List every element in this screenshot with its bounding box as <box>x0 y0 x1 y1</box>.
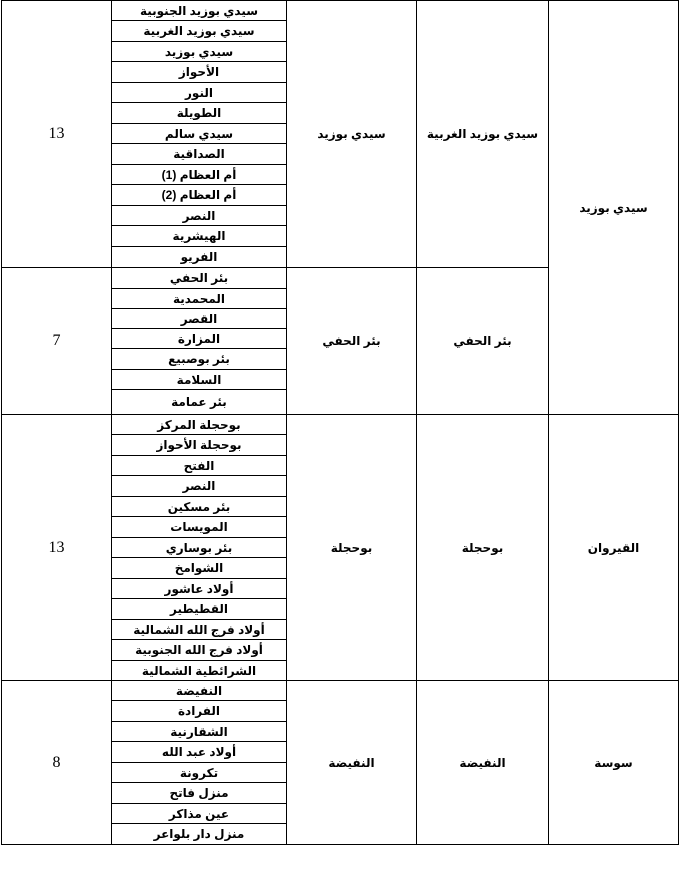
circonscription-name: بئر الحفي <box>417 268 549 415</box>
table-row <box>2 681 679 701</box>
imada-name: بئر عمامة <box>112 390 287 415</box>
imada-name: بوحجلة الأحواز <box>112 435 287 456</box>
imada-name: الفريو <box>112 247 287 268</box>
imada-name: المويسات <box>112 517 287 538</box>
imada-name: النفيضة <box>112 681 287 701</box>
delegation-name: النفيضة <box>287 681 417 845</box>
imada-name: السلامة <box>112 370 287 390</box>
imada-name: تكرونة <box>112 763 287 783</box>
imada-name: بئر الحفي <box>112 268 287 289</box>
circonscription-name: بوحجلة <box>417 415 549 681</box>
imada-name: أم العظام (1) <box>112 165 287 185</box>
imada-name: النصر <box>112 206 287 226</box>
imada-count: 8 <box>2 681 112 845</box>
delegation-name: بوحجلة <box>287 415 417 681</box>
imada-name: الشوامخ <box>112 558 287 579</box>
imada-name: بوحجلة المركز <box>112 415 287 435</box>
imada-name: القصر <box>112 309 287 329</box>
delegation-name: بئر الحفي <box>287 268 417 415</box>
table-row <box>2 415 679 435</box>
imada-name: الهيشرية <box>112 226 287 247</box>
administrative-table <box>1 0 679 845</box>
imada-name: سيدي بوزيد الجنوبية <box>112 1 287 21</box>
imada-name: أولاد فرج الله الشمالية <box>112 620 287 640</box>
imada-name: الفرادة <box>112 701 287 722</box>
imada-name: سيدي بوزيد <box>112 42 287 62</box>
imada-name: الفتح <box>112 456 287 476</box>
imada-name: أولاد فرج الله الجنوبية <box>112 640 287 661</box>
table-body <box>2 1 679 845</box>
imada-name: بئر بوصبيع <box>112 349 287 370</box>
governorate-name: سيدي بوزيد <box>549 1 679 415</box>
imada-name: الصداقية <box>112 144 287 165</box>
imada-name: سيدي بوزيد الغربية <box>112 21 287 42</box>
imada-name: الشرائطية الشمالية <box>112 661 287 681</box>
imada-name: الأحواز <box>112 62 287 83</box>
imada-name: منزل فاتح <box>112 783 287 804</box>
imada-name: بئر بوساري <box>112 538 287 558</box>
circonscription-name: سيدي بوزيد الغربية <box>417 1 549 268</box>
imada-name: النور <box>112 83 287 103</box>
imada-count: 7 <box>2 268 112 415</box>
imada-count: 13 <box>2 415 112 681</box>
governorate-name: سوسة <box>549 681 679 845</box>
imada-name: عين مذاكر <box>112 804 287 824</box>
imada-count: 13 <box>2 1 112 268</box>
imada-name: أولاد عاشور <box>112 579 287 599</box>
imada-name: النصر <box>112 476 287 497</box>
table-row <box>2 1 679 21</box>
governorate-name: القيروان <box>549 415 679 681</box>
imada-name: الشقارنية <box>112 722 287 742</box>
imada-name: سيدي سالم <box>112 124 287 144</box>
circonscription-name: النفيضة <box>417 681 549 845</box>
imada-name: الطويلة <box>112 103 287 124</box>
imada-name: منزل دار بلواعر <box>112 824 287 845</box>
imada-name: القطيطير <box>112 599 287 620</box>
imada-name: أم العظام (2) <box>112 185 287 206</box>
imada-name: بئر مسكين <box>112 497 287 517</box>
imada-name: المحمدية <box>112 289 287 309</box>
imada-name: المزارة <box>112 329 287 349</box>
delegation-name: سيدي بوزيد <box>287 1 417 268</box>
imada-name: أولاد عبد الله <box>112 742 287 763</box>
